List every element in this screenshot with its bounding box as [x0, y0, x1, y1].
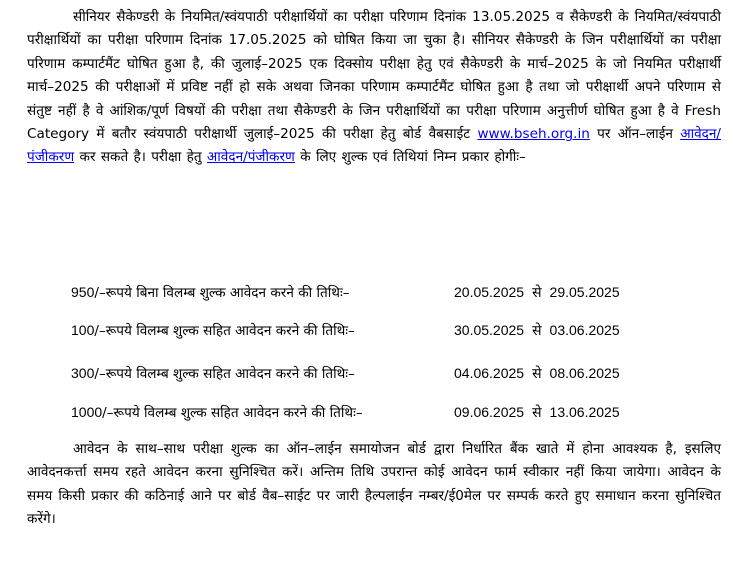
fee-amount: 950: [71, 284, 95, 300]
fee-description: /–रूपये बिना विलम्ब शुल्क आवेदन करने की तिथिः–: [94, 285, 350, 301]
fee-date-range: [454, 361, 620, 385]
fee-label: [71, 400, 363, 425]
fee-row-no-late-fee: [71, 280, 631, 304]
intro-text-online: पर ऑन–लाईन: [597, 126, 673, 143]
fee-date-range: [454, 400, 620, 424]
application-registration-link[interactable]: आवेदन/पंजीकरण: [27, 126, 722, 166]
fee-date-to: 03.06.2025: [549, 322, 620, 338]
intro-text-can: कर सकते है। परीक्षा हेतु: [79, 149, 202, 166]
fee-date-to: 08.06.2025: [549, 365, 620, 381]
fee-description: /–रूपये विलम्ब शुल्क सहित आवेदन करने की तिथिः–: [94, 366, 355, 382]
fee-description: /–रूपये विलम्ब शुल्क सहित आवेदन करने की तिथिः–: [102, 405, 363, 421]
fee-date-from: 20.05.2025: [454, 284, 525, 300]
notice-paragraph-instructions: आवेदन के साथ–साथ परीक्षा शुल्क का ऑन–लाईन समायोजन बोर्ड द्वारा निर्धारित बैंक खाते में होना आवश्यक है, इसलिए आवेदनकर्त्ता समय रहते आवेदन करना सुनिश्चित करें। अन्तिम तिथि उपरान्त कोई आवेदन फार्म स्वीकार नहीं किया जायेगा। आवेदन के समय किसी प्रकार की कठिनाई आने पर बोर्ड वैब–साईट पर जारी हैल्पलाईन नम्बर/ई0मेल पर सम्पर्क करते हुए समाधान करना सुनिश्चित करेंगे।: [27, 441, 721, 528]
fee-date-to: 13.06.2025: [549, 404, 620, 420]
intro-text: सीनियर सैकेण्डरी के नियमित/स्वंयपाठी परीक्षार्थियों का परीक्षा परिणाम दिनांक 13.05.2025 व सैकेण्डरी के नियमित/स्वंयपाठी परीक्षार्थियों का परीक्षा परिणाम दिनांक 17.05.2025 को घोषित किया जा चुका है। सीनियर सैकेण्डरी के जिन परीक्षार्थियों का परीक्षा परिणाम कम्पार्टमैंट घोषित हुआ है, की जुलाई–2025 एक दिक्सोय परीक्षा हेतु एवं सैकेण्डरी के मार्च–2025 के जो नियमित परीक्षार्थी मार्च–2025 की परीक्षाओं में प्रविष्ट नहीं हो सके अथवा जिनका परिणाम कम्पार्टमैंट घोषित हुआ है तथा जो परीक्षार्थी अपने परिणाम से संतुष्ट नहीं है वे आंशिक/पूर्ण विषयों की परीक्षा तथा सैकेण्डरी के जिन परीक्षार्थियों का परीक्षा परिणाम अनुत्तीर्ण घोषित हुआ है वे Fresh Category में बतौर स्वंयपाठी परीक्षार्थी जुलाई–2025 की परीक्षा हेतु बोर्ड वैबसाईट: [27, 9, 721, 143]
fee-date-separator: से: [532, 322, 542, 338]
fee-date-separator: से: [532, 284, 542, 300]
board-website-link[interactable]: www.bseh.org.in: [477, 126, 590, 143]
fee-date-range: [454, 318, 620, 342]
application-registration-link-2[interactable]: आवेदन/पंजीकरण: [206, 149, 295, 166]
fee-date-separator: से: [532, 365, 542, 381]
fee-description: /–रूपये विलम्ब शुल्क सहित आवेदन करने की तिथिः–: [94, 323, 355, 339]
fee-amount: 100: [71, 322, 95, 338]
fee-amount: 300: [71, 365, 95, 381]
fee-date-to: 29.05.2025: [549, 284, 620, 300]
notice-paragraph-intro: [27, 6, 721, 170]
fee-row-late-fee-100: [71, 318, 631, 342]
fee-label: [71, 361, 355, 386]
fee-amount: 1000: [71, 404, 103, 420]
fee-label: [71, 280, 350, 305]
fee-date-from: 04.06.2025: [454, 365, 525, 381]
fee-date-from: 30.05.2025: [454, 322, 525, 338]
fee-date-separator: से: [532, 404, 542, 420]
fee-date-range: [454, 280, 620, 304]
fee-label: [71, 318, 355, 343]
fee-row-late-fee-1000: [71, 400, 631, 424]
intro-text-fees: के लिए शुल्क एवं तिथियां निम्न प्रकार होगीः–: [300, 149, 526, 166]
fee-date-from: 09.06.2025: [454, 404, 525, 420]
fee-row-late-fee-300: [71, 361, 631, 385]
